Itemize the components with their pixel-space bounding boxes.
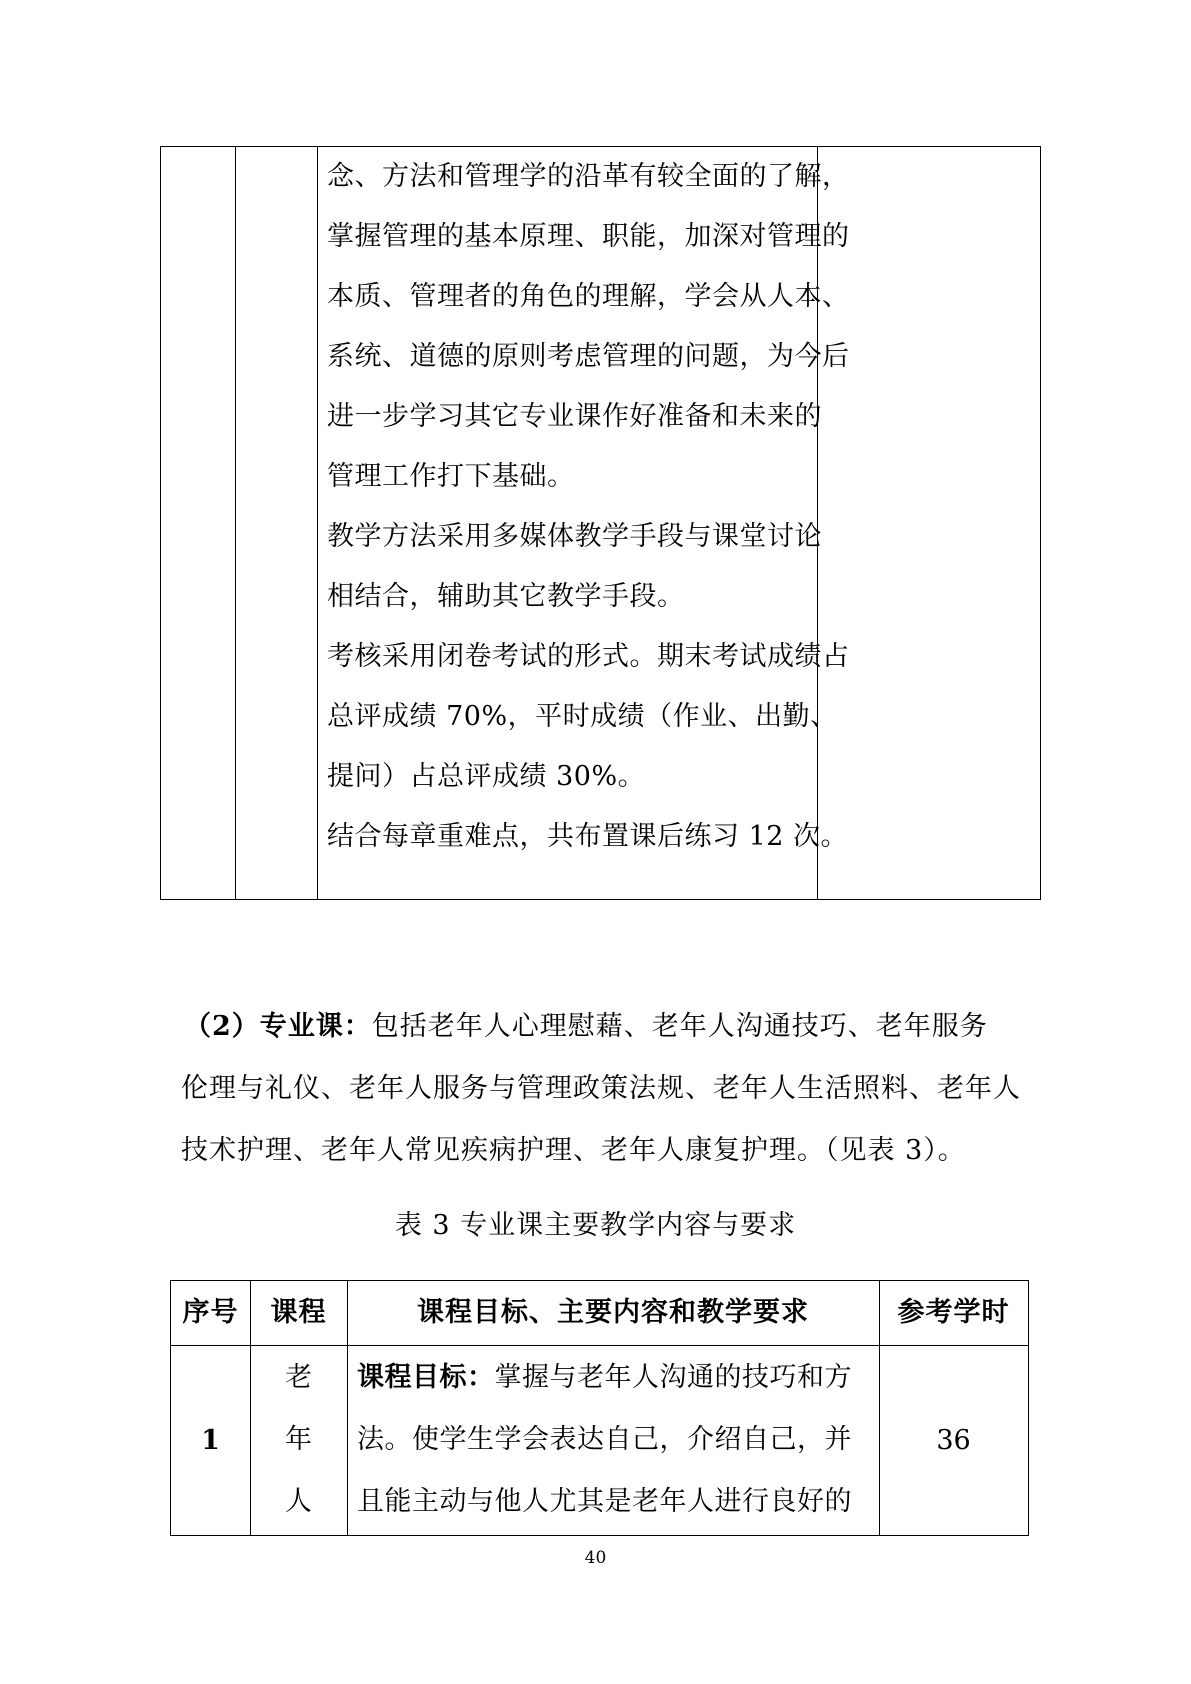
goal-text: 掌握与老年人沟通的技巧和方 — [494, 1362, 852, 1393]
row-hours: 36 — [936, 1425, 971, 1456]
description-line: 教学方法采用多媒体教学手段与课堂讨论 — [327, 521, 822, 552]
continued-table-description-cell — [317, 147, 857, 867]
course-char: 老 — [285, 1362, 312, 1393]
table-3 — [170, 1280, 1029, 1536]
row-course-name — [250, 1347, 347, 1535]
continued-table — [160, 146, 1041, 900]
header-number: 序号 — [182, 1297, 239, 1328]
course-char: 人 — [285, 1486, 312, 1517]
table-header-divider — [171, 1345, 1028, 1346]
description-line: 掌握管理的基本原理、职能，加深对管理的 — [327, 221, 850, 252]
paragraph-line: 伦理与礼仪、老年人服务与管理政策法规、老年人生活照料、老年人 — [181, 1073, 1021, 1104]
goal-line — [347, 1347, 879, 1409]
description-line: 进一步学习其它专业课作好准备和未来的 — [327, 401, 822, 432]
description-line: 结合每章重难点，共布置课后练习 12 次。 — [327, 821, 849, 852]
paragraph-label: （2）专业课： — [184, 1011, 372, 1042]
page-number: 40 — [584, 1548, 607, 1568]
goal-label: 课程目标： — [357, 1362, 495, 1393]
description-line: 管理工作打下基础。 — [327, 461, 575, 492]
goal-line: 且能主动与他人尤其是老年人进行良好的 — [357, 1486, 852, 1517]
description-line: 相结合，辅助其它教学手段。 — [327, 581, 685, 612]
row-number: 1 — [201, 1425, 220, 1456]
description-line: 系统、道德的原则考虑管理的问题，为今后 — [327, 341, 850, 372]
header-content: 课程目标、主要内容和教学要求 — [417, 1297, 809, 1328]
description-line: 总评成绩 70%，平时成绩（作业、出勤、 — [327, 701, 838, 732]
course-char: 年 — [285, 1424, 312, 1455]
table-column-divider — [235, 147, 236, 899]
description-line: 念、方法和管理学的沿革有较全面的了解， — [327, 161, 850, 192]
row-course-goal — [347, 1347, 879, 1533]
paragraph-line: 技术护理、老年人常见疾病护理、老年人康复护理。（见表 3）。 — [181, 1135, 966, 1166]
description-line: 考核采用闭卷考试的形式。期末考试成绩占 — [327, 641, 850, 672]
header-course: 课程 — [270, 1297, 327, 1328]
paragraph-text: 包括老年人心理慰藉、老年人沟通技巧、老年服务 — [371, 1011, 988, 1042]
professional-courses-paragraph — [181, 996, 1024, 1182]
paragraph-line — [184, 996, 1024, 1058]
goal-line: 法。使学生学会表达自己，介绍自己，并 — [357, 1424, 852, 1455]
header-hours: 参考学时 — [897, 1297, 1010, 1328]
table-caption: 表 3 专业课主要教学内容与要求 — [394, 1210, 797, 1241]
description-line: 本质、管理者的角色的理解，学会从人本、 — [327, 281, 850, 312]
description-line: 提问）占总评成绩 30%。 — [327, 761, 646, 792]
